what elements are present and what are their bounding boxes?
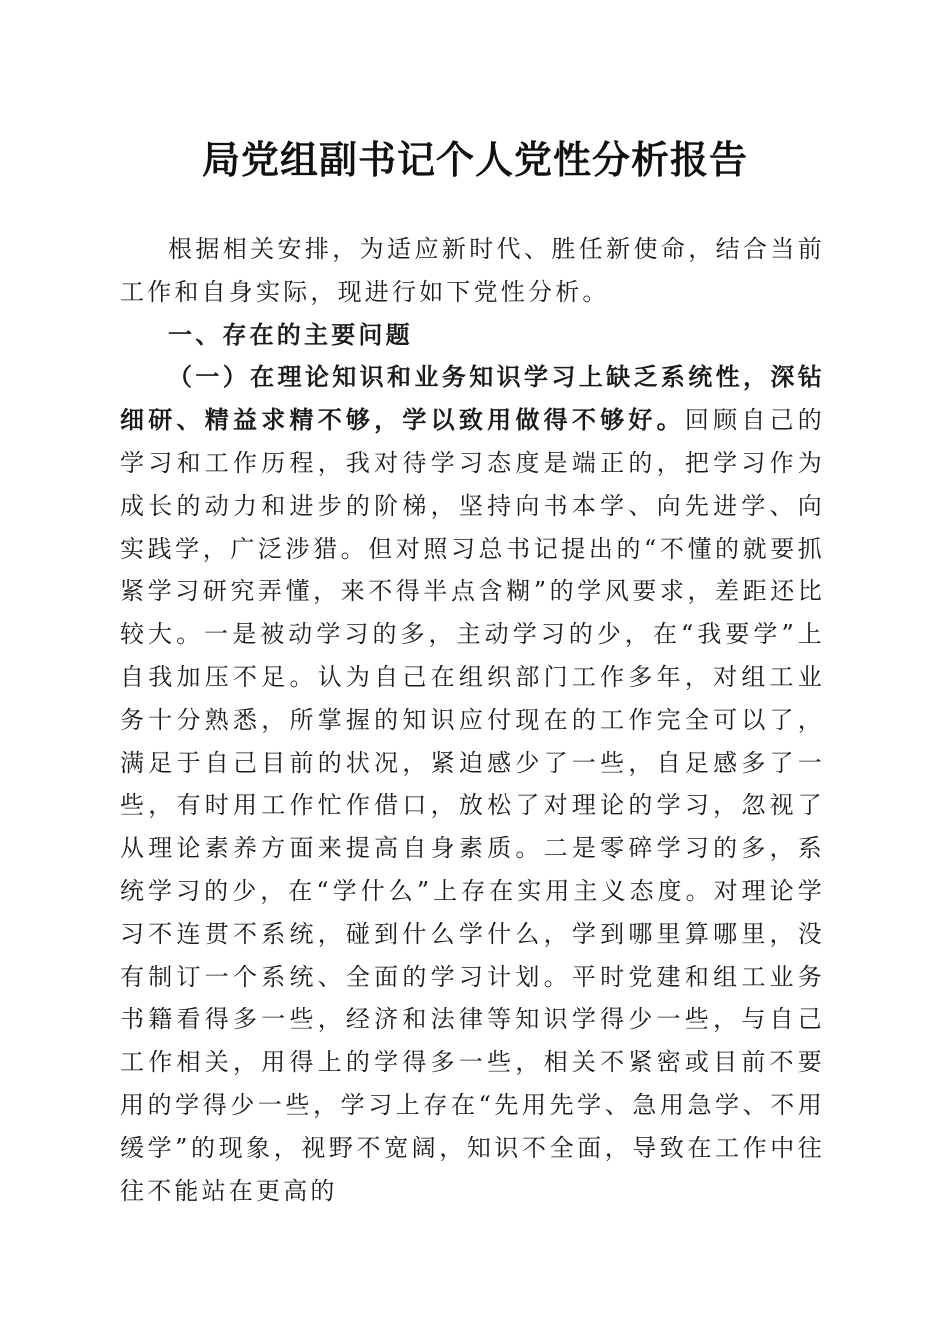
subsection-body: 回顾自己的学习和工作历程，我对待学习态度是端正的，把学习作为成长的动力和进步的阶梯，坚持向书本学、向先进学、向实践学，广泛涉猎。但对照习总书记提出的“不懂的就要抓紧学习研究弄懂，来不得半点含糊”的学风要求，差距还比较大。一是被动学习的多，主动学习的少，在“我要学”上自我加压不足。认为自己在组织部门工作多年，对组工业务十分熟悉，所掌握的知识应付现在的工作完全可以了，满足于自己目前的状况，紧迫感少了一些，自足感多了一些，有时用工作忙作借口，放松了对理论的学习，忽视了从理论素养方面来提高自身素质。二是零碎学习的多，系统学习的少，在“学什么”上存在实用主义态度。对理论学习不连贯不系统，碰到什么学什么，学到哪里算哪里，没有制订一个系统、全面的学习计划。平时党建和组工业务书籍看得多一些，经济和法律等知识学得少一些，与自己工作相关，用得上的学得多一些，相关不紧密或目前不要用的学得少一些，学习上存在“先用先学、急用急学、不用缓学”的现象，视野不宽阔，知识不全面，导致在工作中往往不能站在更高的 (120, 406, 826, 1205)
section-heading: 一、存在的主要问题 (168, 319, 413, 349)
intro-paragraph: 根据相关安排，为适应新时代、胜任新使命，结合当前工作和自身实际，现进行如下党性分析。 (120, 235, 825, 306)
document-title: 局党组副书记个人党性分析报告 (201, 137, 748, 182)
subsection-paragraph (120, 356, 825, 1212)
subsection-lead: （一）在理论知识和业务知识学习上缺乏系统性，深钻细研、精益求精不够，学以致用做得不够好。 (120, 362, 825, 435)
document-body (120, 228, 825, 1212)
